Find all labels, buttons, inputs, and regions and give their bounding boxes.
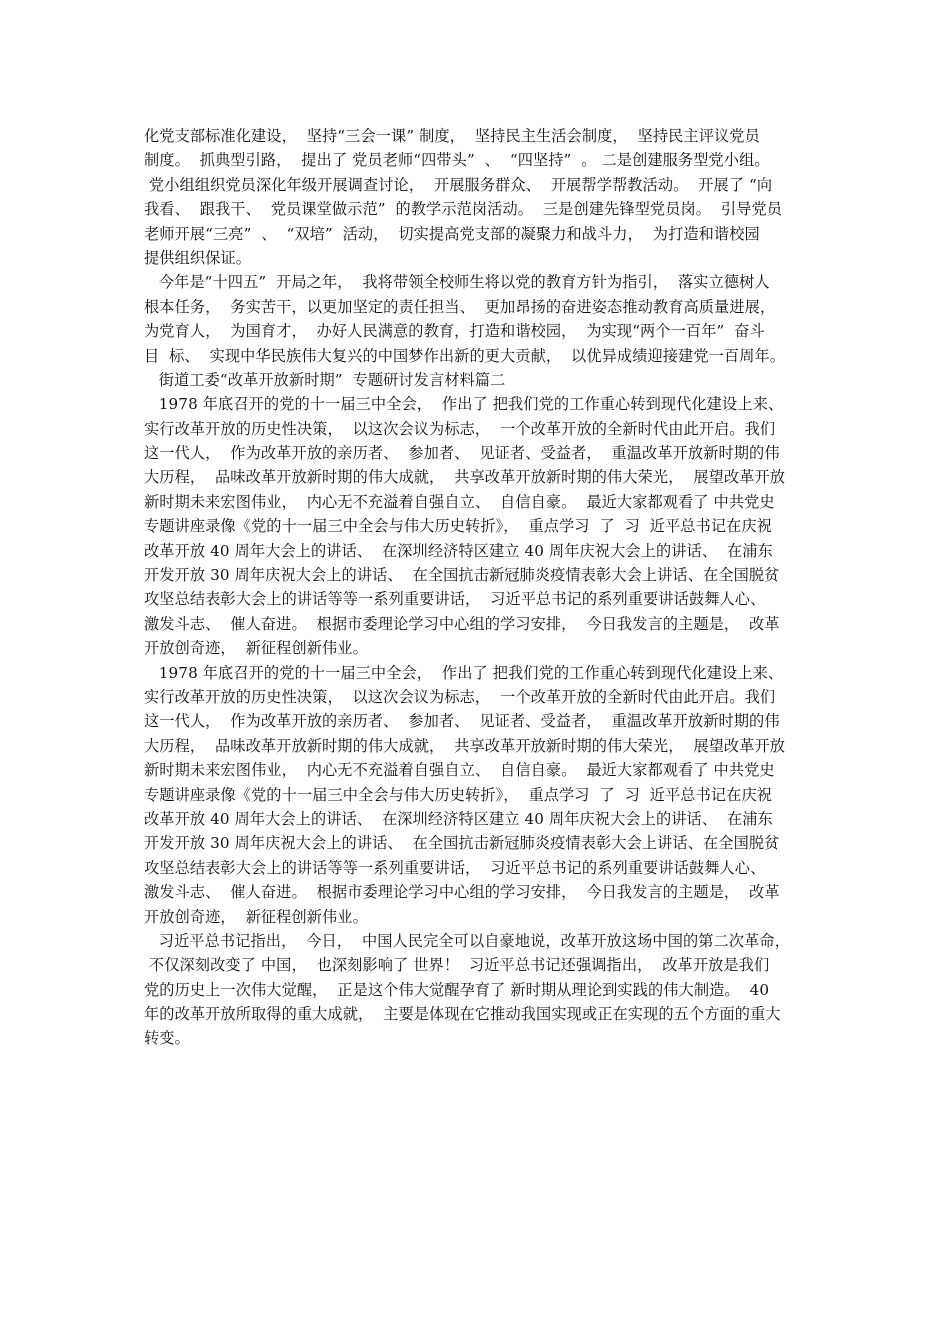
body-line: 我看、 跟我干、 党员课堂做示范” 的教学示范岗活动。 三是创建先锋型党员岗。 引导党员 <box>144 200 783 219</box>
body-line: 根本任务， 务实苦干，以更加坚定的责任担当、 更加昂扬的奋进姿态推动教育高质量进展， <box>144 297 776 316</box>
body-line: 为党育人， 为国育才， 办好人民满意的教育，打造和谐校园， 为实现“两个一百年” 奋斗 <box>144 322 765 341</box>
body-line: 习近平总书记指出， 今日， 中国人民完全可以自豪地说，改革开放这场中国的第二次革命， <box>144 931 790 950</box>
body-line: 实行改革开放的历史性决策， 以这次会议为标志， 一个改革开放的全新时代由此开启。我们 <box>144 687 776 706</box>
body-line: 大历程， 品味改革开放新时期的伟大成就， 共享改革开放新时期的伟大荣光， 展望改革开放 <box>144 736 786 755</box>
body-line: 这一代人， 作为改革开放的亲历者、 参加者、 见证者、受益者， 重温改革开放新时期的伟 <box>144 712 780 731</box>
body-line: 老师开展“三亮” 、 “双培” 活动， 切实提高党支部的凝聚力和战斗力， 为打造和谐校园 <box>144 224 760 243</box>
body-line: 这一代人， 作为改革开放的亲历者、 参加者、 见证者、受益者， 重温改革开放新时期的伟 <box>144 444 780 463</box>
body-line: 专题讲座录像《党的十一届三中全会与伟大历史转折》， 重点学习 了 习 近平总书记在庆祝 <box>144 517 773 536</box>
body-line: 目 标、 实现中华民族伟大复兴的中国梦作出新的更大贡献， 以优异成绩迎接建党一百周年。 <box>144 346 786 365</box>
body-line: 改革开放 40 周年大会上的讲话、 在深圳经济特区建立 40 周年庆祝大会上的讲话、 在浦东 <box>144 809 773 828</box>
body-line: 攻坚总结表彰大会上的讲话等等一系列重要讲话， 习近平总书记的系列重要讲话鼓舞人心、 <box>144 858 766 877</box>
body-line: 今年是“十四五” 开局之年， 我将带领全校师生将以党的教育方针为指引， 落实立德树人 <box>144 273 770 292</box>
body-line: 党小组组织党员深化年级开展调查讨论， 开展服务群众、 开展帮学帮教活动。 开展了 “向 <box>144 175 773 194</box>
body-line: 转变。 <box>144 1029 190 1048</box>
body-line: 提供组织保证。 <box>144 248 252 267</box>
body-line: 开发开放 30 周年庆祝大会上的讲话、 在全国抗击新冠肺炎疫情表彰大会上讲话、在全国脱贫 <box>144 834 780 853</box>
body-line: 激发斗志、 催人奋进。 根据市委理论学习中心组的学习安排， 今日我发言的主题是， 改革 <box>144 614 780 633</box>
body-line: 攻坚总结表彰大会上的讲话等等一系列重要讲话， 习近平总书记的系列重要讲话鼓舞人心、 <box>144 590 766 609</box>
body-line: 专题讲座录像《党的十一届三中全会与伟大历史转折》， 重点学习 了 习 近平总书记在庆祝 <box>144 785 773 804</box>
body-line: 大历程， 品味改革开放新时期的伟大成就， 共享改革开放新时期的伟大荣光， 展望改革开放 <box>144 468 786 487</box>
section-heading: 街道工委“改革开放新时期” 专题研讨发言材料篇二 <box>144 370 506 389</box>
body-line: 不仅深刻改变了 中国， 也深刻影响了 世界！ 习近平总书记还强调指出， 改革开放是我们 <box>144 956 770 975</box>
body-line: 年的改革开放所取得的重大成就， 主要是体现在它推动我国实现或正在实现的五个方面的重大 <box>144 1005 781 1024</box>
body-line: 开放创奇迹， 新征程创新伟业。 <box>144 907 368 926</box>
body-line: 激发斗志、 催人奋进。 根据市委理论学习中心组的学习安排， 今日我发言的主题是， 改革 <box>144 883 780 902</box>
body-line: 开放创奇迹， 新征程创新伟业。 <box>144 639 368 658</box>
body-line: 改革开放 40 周年大会上的讲话、 在深圳经济特区建立 40 周年庆祝大会上的讲话、 在浦东 <box>144 541 773 560</box>
body-line: 1978 年底召开的党的十一届三中全会， 作出了 把我们党的工作重心转到现代化建设上来、 <box>144 395 784 414</box>
body-line: 实行改革开放的历史性决策， 以这次会议为标志， 一个改革开放的全新时代由此开启。我们 <box>144 419 776 438</box>
document-body <box>144 124 824 1051</box>
body-line: 新时期未来宏图伟业， 内心无不充溢着自强自立、 自信自豪。 最近大家都观看了 中共党史 <box>144 492 775 511</box>
body-line: 制度。 抓典型引路， 提出了 党员老师“四带头” 、 “四坚持” 。 二是创建服务型党小组。 <box>144 151 770 170</box>
body-line: 新时期未来宏图伟业， 内心无不充溢着自强自立、 自信自豪。 最近大家都观看了 中共党史 <box>144 761 775 780</box>
body-line: 开发开放 30 周年庆祝大会上的讲话、 在全国抗击新冠肺炎疫情表彰大会上讲话、在全国脱贫 <box>144 566 780 585</box>
body-line: 化党支部标准化建设， 坚持“三会一课” 制度， 坚持民主生活会制度， 坚持民主评议党员 <box>144 127 760 145</box>
body-line: 1978 年底召开的党的十一届三中全会， 作出了 把我们党的工作重心转到现代化建设上来、 <box>144 663 784 682</box>
body-line: 党的历史上一次伟大觉醒， 正是这个伟大觉醒孕育了 新时期从理论到实践的伟大制造。 40 <box>144 980 770 999</box>
